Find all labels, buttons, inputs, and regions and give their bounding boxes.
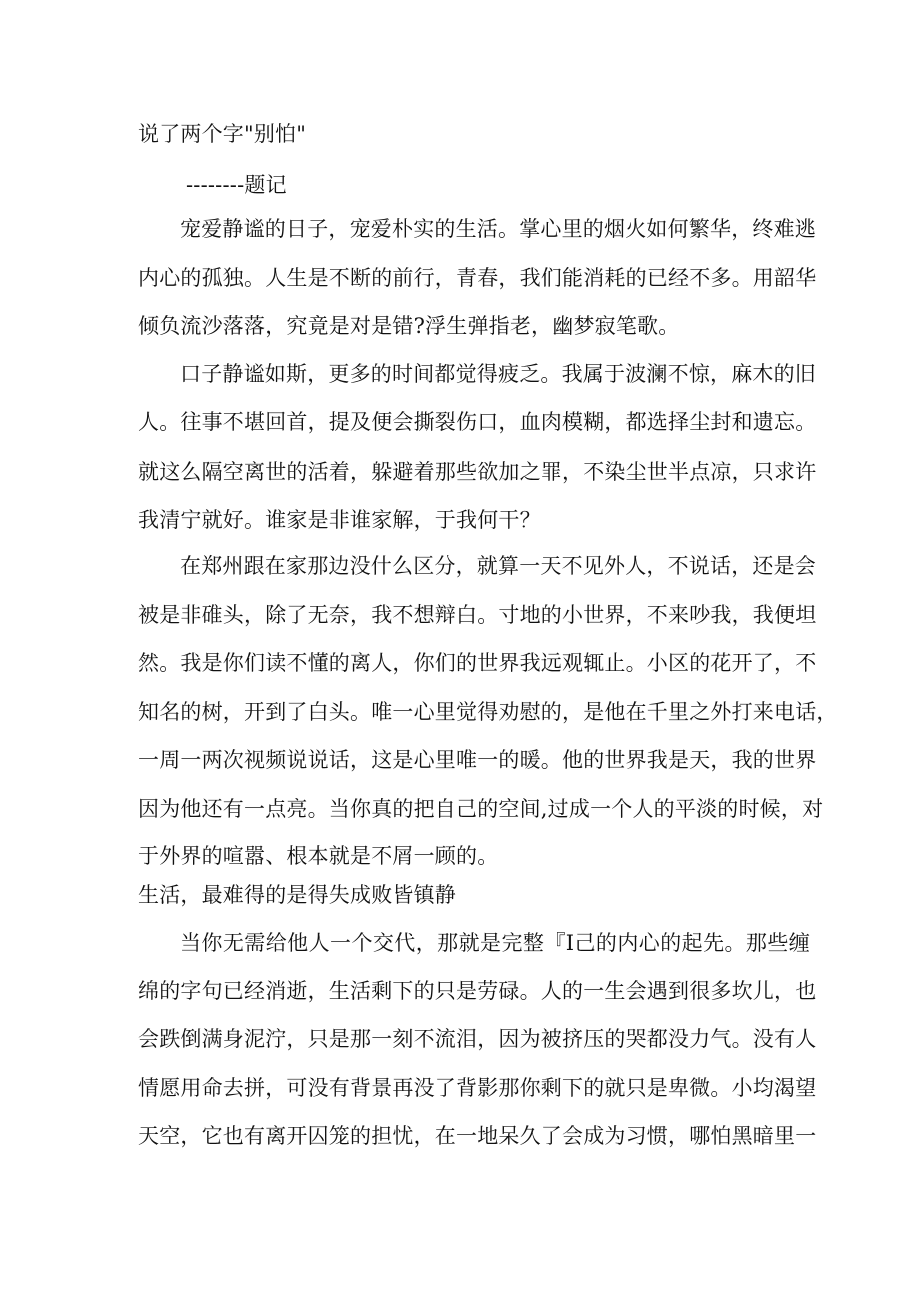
- paragraph-line: 在郑州跟在家那边没什么区分，就算一天不见外人，不说话，还是会: [180, 554, 816, 578]
- paragraph-line: 口子静谧如斯，更多的时间都觉得疲乏。我属于波澜不惊，麻木的旧: [180, 362, 816, 386]
- paragraph-line: 被是非碓头，除了无奈，我不想辩白。寸地的小世界，不来吵我，我便坦: [138, 603, 817, 627]
- top-line: 说了两个字"别怕": [138, 122, 307, 146]
- paragraph-line: 我清宁就好。谁家是非谁家解，于我何干？: [138, 508, 541, 532]
- paragraph-line: 人。往事不堪回首，提及便会撕裂伤口，血肉模糊，都选择尘封和遗忘。: [138, 410, 817, 434]
- paragraph-line: 一周一两次视频说说话，这是心里唯一的暖。他的世界我是天，我的世界: [138, 748, 817, 772]
- paragraph-line: 知名的树，开到了白头。唯一心里觉得劝慰的，是他在千里之外打来电话，: [138, 700, 838, 724]
- paragraph-line: 宠爱静谧的日子，宠爱朴实的生活。掌心里的烟火如何繁华，终难逃: [180, 217, 816, 241]
- paragraph-line: 于外界的喧嚣、根本就是不屑一顾的。: [138, 844, 499, 868]
- paragraph-line: 因为他还有一点亮。当你真的把自己的空间,过成一个人的平淡的时候，对: [138, 797, 824, 821]
- section-heading: 生活，最难得的是得失成败皆镇静: [138, 883, 456, 907]
- paragraph-line: 内心的孤独。人生是不断的前行，青春，我们能消耗的已经不多。用韶华: [138, 266, 817, 290]
- paragraph-line: 绵的字句已经消逝，生活剩下的只是劳碌。人的一生会遇到很多坎儿，也: [138, 979, 817, 1003]
- paragraph-line: 当你无需给他人一个交代，那就是完整『I己的内心的起先。那些缠: [180, 931, 810, 955]
- paragraph-line: 会跌倒满身泥泞，只是那一刻不流泪，因为被挤压的哭都没力气。没有人: [138, 1027, 817, 1051]
- paragraph-line: 倾负流沙落落，究竟是对是错?浮生弹指老，幽梦寂笔歌。: [138, 314, 680, 338]
- signature-line: --------题记: [186, 173, 287, 197]
- paragraph-line: 然。我是你们读不懂的离人，你们的世界我远观辄止。小区的花开了，不: [138, 651, 817, 675]
- paragraph-line: 情愿用命去拼，可没有背景再没了背影那你剩下的就只是卑微。小均渴望: [138, 1076, 817, 1100]
- paragraph-line: 天空，它也有离开囚笼的担忧，在一地呆久了会成为习惯，哪怕黑暗里一: [138, 1124, 817, 1148]
- paragraph-line: 就这么隔空离世的活着，躲避着那些欲加之罪，不染尘世半点凉，只求许: [138, 460, 817, 484]
